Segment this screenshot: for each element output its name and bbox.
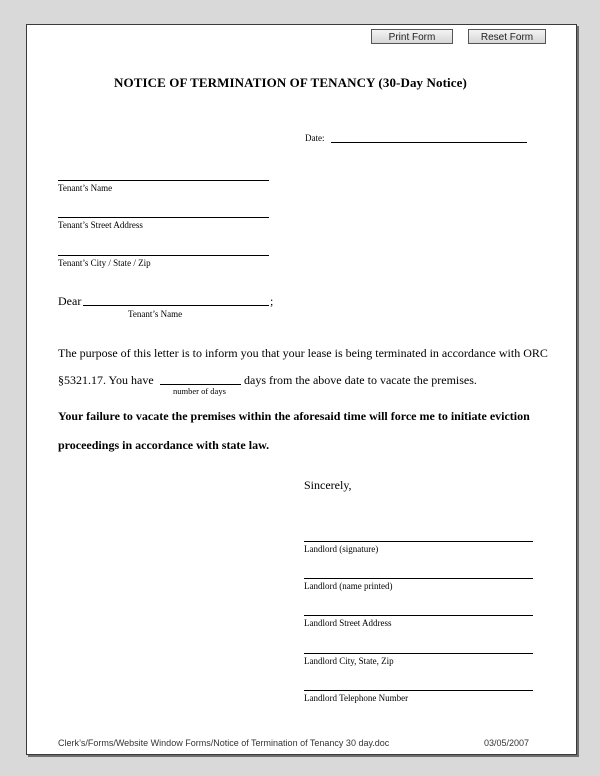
form-page [26, 24, 577, 755]
reset-form-button[interactable]: Reset Form [468, 29, 546, 44]
closing-text: Sincerely, [304, 478, 352, 492]
landlord-phone-field[interactable] [304, 690, 533, 691]
days-caption: number of days [173, 386, 226, 396]
page-title: NOTICE OF TERMINATION OF TENANCY (30-Day Notice) [114, 75, 467, 90]
tenant-city-label: Tenant’s City / State / Zip [58, 258, 151, 268]
landlord-city-field[interactable] [304, 653, 533, 654]
landlord-name-field[interactable] [304, 578, 533, 579]
landlord-signature-label: Landlord (signature) [304, 544, 379, 554]
paragraph-line2-start: §5321.17. You have [58, 373, 154, 387]
number-of-days-field[interactable] [160, 384, 241, 385]
salutation-caption: Tenant’s Name [128, 309, 183, 319]
salutation-semicolon: ; [270, 294, 274, 308]
tenant-city-field[interactable] [58, 255, 269, 256]
tenant-street-field[interactable] [58, 217, 269, 218]
tenant-name-field[interactable] [58, 180, 269, 181]
landlord-phone-label: Landlord Telephone Number [304, 693, 409, 703]
footer-date: 03/05/2007 [484, 738, 530, 748]
paragraph-line1: The purpose of this letter is to inform you that your lease is being terminated in accordance with ORC [58, 346, 548, 360]
landlord-signature-field[interactable] [304, 541, 533, 542]
warning-line1: Your failure to vacate the premises within the aforesaid time will force me to initiate eviction [58, 409, 530, 423]
tenant-name-label: Tenant’s Name [58, 183, 113, 193]
landlord-street-field[interactable] [304, 615, 533, 616]
footer-path: Clerk’s/Forms/Website Window Forms/Notice of Termination of Tenancy 30 day.doc [58, 738, 390, 748]
warning-line2: proceedings in accordance with state law. [58, 438, 270, 452]
print-form-button[interactable]: Print Form [371, 29, 453, 44]
date-label: Date: [305, 133, 325, 143]
paragraph-line2-end: days from the above date to vacate the premises. [244, 373, 477, 387]
tenant-street-label: Tenant’s Street Address [58, 220, 143, 230]
salutation-dear: Dear [58, 294, 82, 308]
landlord-city-label: Landlord City, State, Zip [304, 656, 394, 666]
salutation-name-field[interactable] [83, 305, 269, 306]
date-field[interactable] [331, 142, 527, 143]
landlord-name-label: Landlord (name printed) [304, 581, 393, 591]
landlord-street-label: Landlord Street Address [304, 618, 392, 628]
